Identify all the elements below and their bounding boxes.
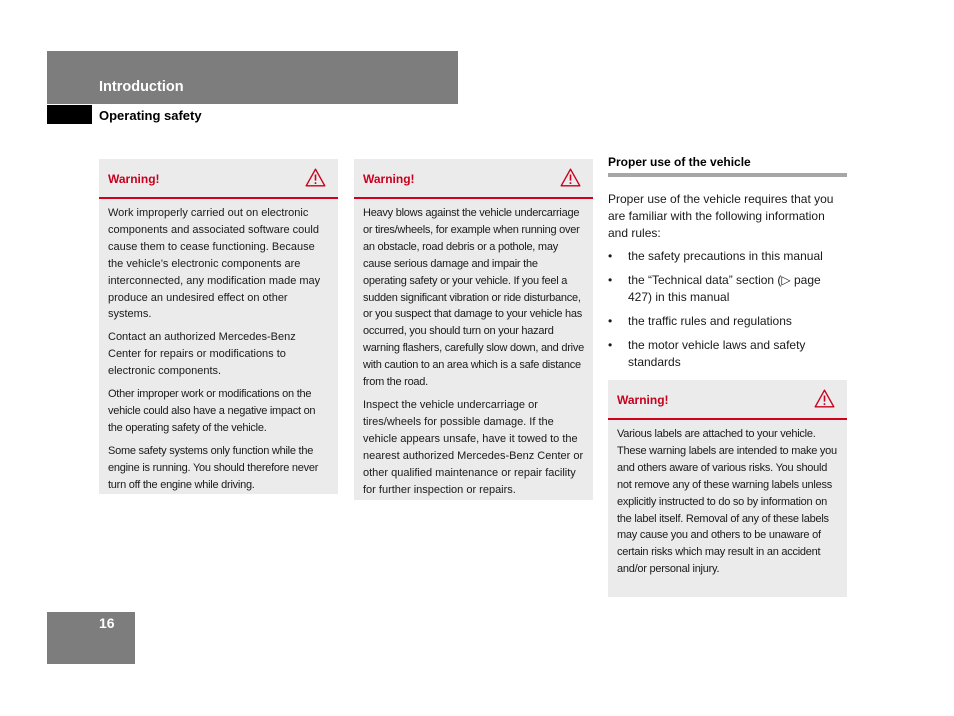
- warning-header: [608, 380, 847, 420]
- warning-label: Warning!: [108, 172, 160, 186]
- section-title: Introduction: [99, 79, 184, 95]
- warning-body: [354, 199, 593, 498]
- bullet: •: [608, 249, 613, 263]
- warning-paragraph: Other improper work or modifications on the vehicle could also have a negative impact on the operating safety of the vehicle.: [108, 388, 316, 434]
- warning-header: [99, 159, 338, 199]
- proper-use-section: [608, 155, 847, 378]
- proper-use-intro: Proper use of the vehicle requires that you are familiar with the following information and rules:: [608, 192, 834, 240]
- warning-paragraph: Work improperly carried out on electronic components and associated software could cause them to cease functioning. Because the vehicle’s electronic components are interconnected, any modification made may produce an undesired effect on other systems.: [108, 207, 321, 321]
- header-bar: [47, 51, 458, 104]
- list-item: [608, 337, 847, 371]
- page-number-box: [47, 612, 135, 664]
- bullet: •: [608, 273, 613, 287]
- warning-body: [99, 199, 338, 494]
- bullet: •: [608, 314, 613, 328]
- warning-header: [354, 159, 593, 199]
- list-item-text: the traffic rules and regulations: [628, 314, 792, 328]
- subsection-title: Operating safety: [99, 108, 202, 123]
- warning-label: Warning!: [617, 393, 669, 407]
- warning-paragraph: Some safety systems only function while the engine is running. You should therefore never turn off the engine while driving.: [108, 444, 319, 491]
- warning-triangle-icon: [560, 168, 581, 187]
- warning-paragraph: Various labels are attached to your vehicle. These warning labels are intended to make you and others aware of various risks. You should not remove any of these warning labels unless explicitly instructed to do so by information on the label itself. Removal of any of these labels may cause you and others to be unaware of certain risks which may result in an accident and/or personal injury.: [617, 428, 837, 576]
- list-item-text: the motor vehicle laws and safety standards: [628, 338, 806, 369]
- warning-paragraph: Contact an authorized Mercedes-Benz Center for repairs or modifications to electronic components.: [108, 331, 296, 378]
- page-number: 16: [99, 615, 115, 631]
- warning-triangle-icon: [305, 168, 326, 187]
- warning-body: [608, 420, 847, 578]
- warning-label: Warning!: [363, 172, 415, 186]
- warning-box-labels: [608, 380, 847, 597]
- proper-use-heading: Proper use of the vehicle: [608, 155, 847, 177]
- list-item: [608, 272, 847, 306]
- warning-box-electronics: [99, 159, 338, 494]
- warning-box-undercarriage: [354, 159, 593, 500]
- section-marker: [47, 105, 92, 124]
- list-item-text: the “Technical data” section (▷ page 427) in this manual: [628, 273, 821, 304]
- warning-paragraph: Inspect the vehicle undercarriage or tires/wheels for possible damage. If the vehicle appears unsafe, have it towed to the nearest authorized Mercedes-Benz Center or other qualified maintenance or repair facility for further inspection or repairs.: [363, 398, 584, 496]
- warning-paragraph: Heavy blows against the vehicle undercarriage or tires/wheels, for example when running over an obstacle, road debris or a pothole, may cause serious damage and impair the operating safety or your vehicle. If you feel a sudden significant vibration or ride disturbance, or you suspect that damage to your vehicle has occurred, you should turn on your hazard warning flashers, carefully slow down, and drive with caution to an area which is a safe distance from the road.: [363, 207, 584, 389]
- list-item-text: the safety precautions in this manual: [628, 249, 823, 263]
- list-item: [608, 248, 847, 265]
- warning-triangle-icon: [814, 389, 835, 408]
- list-item: [608, 313, 847, 330]
- proper-use-list: [608, 248, 847, 371]
- bullet: •: [608, 338, 613, 352]
